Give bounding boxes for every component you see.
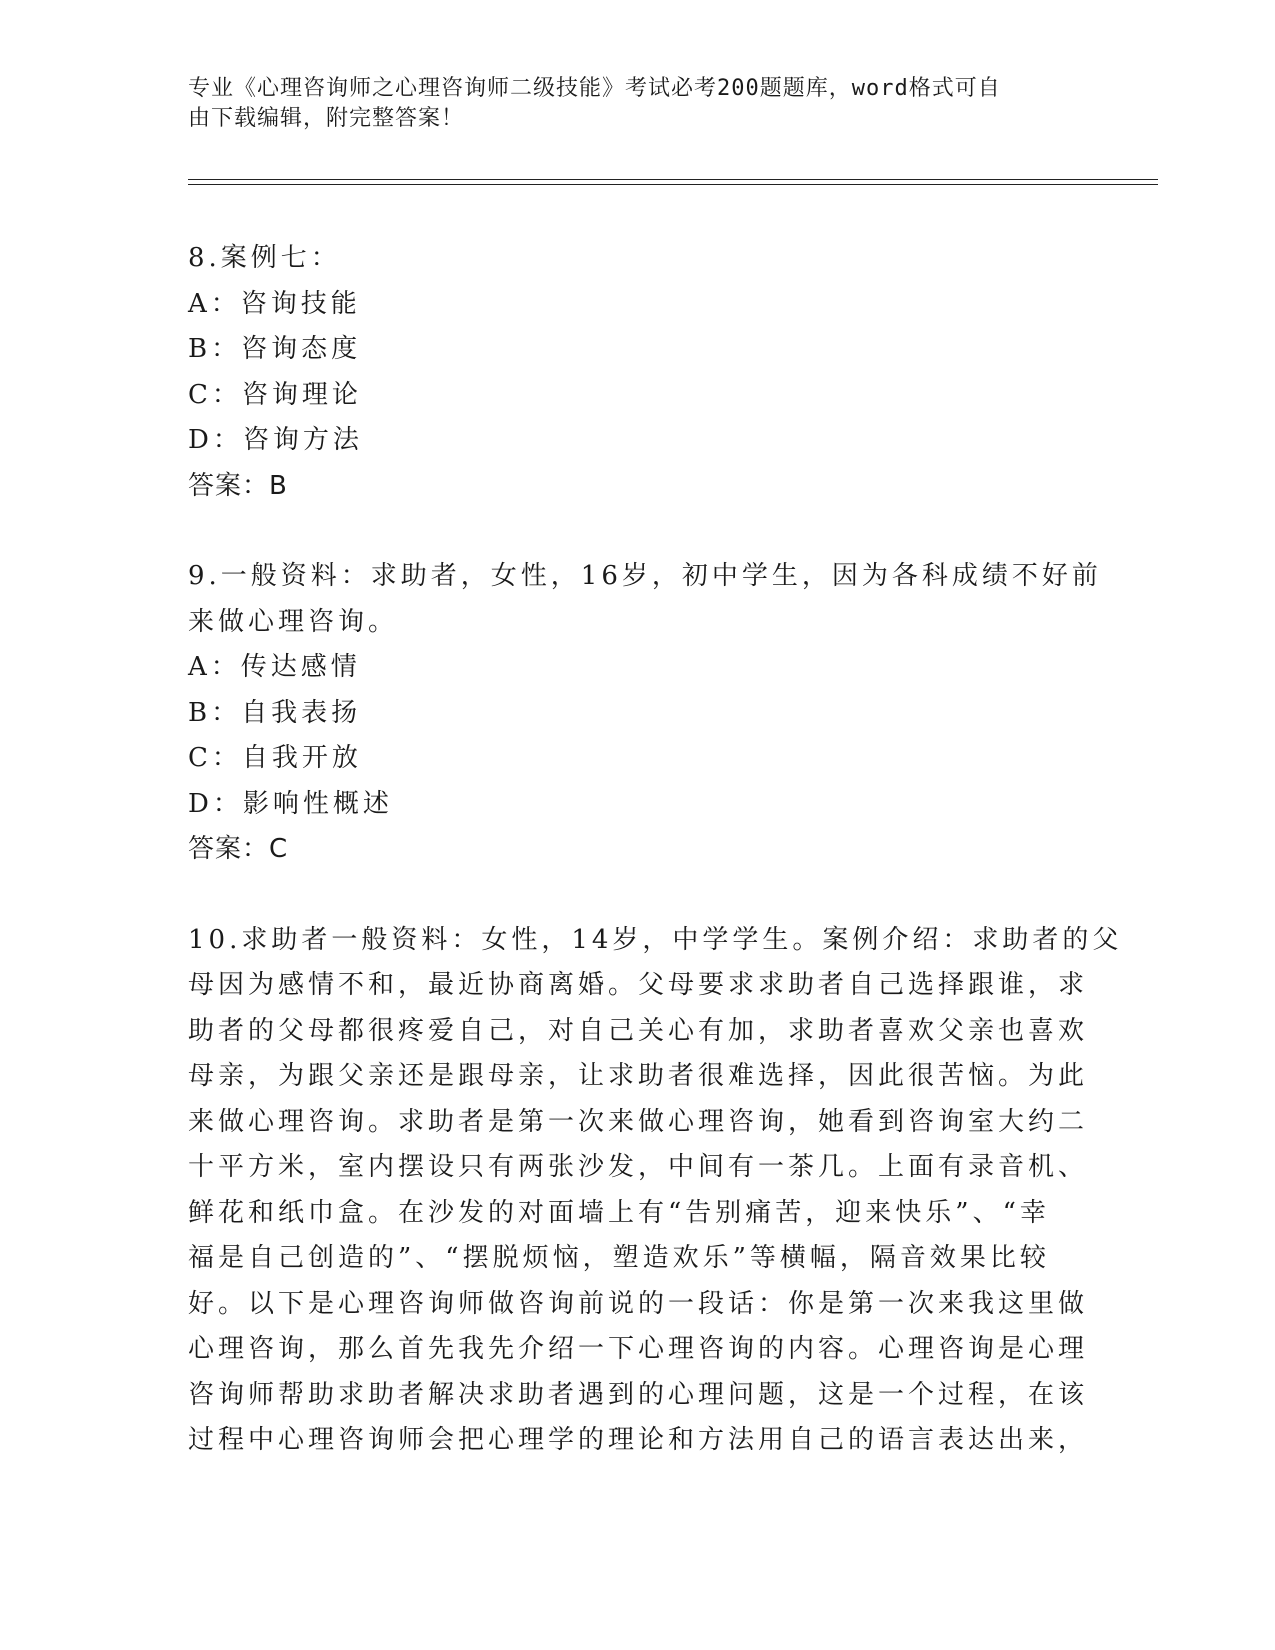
answer: 答案：C xyxy=(188,834,289,864)
question-10 xyxy=(188,918,1123,1464)
header-divider-bottom xyxy=(188,184,1158,185)
question-stem-line: 助者的父母都很疼爱自己，对自己关心有加，求助者喜欢父亲也喜欢 xyxy=(188,1015,1089,1046)
question-stem-line: 咨询师帮助求助者解决求助者遇到的心理问题，这是一个过程，在该 xyxy=(188,1379,1089,1410)
question-stem-line: 福是自己创造的”、“摆脱烦恼，塑造欢乐”等横幅，隔音效果比较 xyxy=(188,1243,1050,1273)
option-a: A：咨询技能 xyxy=(188,288,361,319)
option-b: B：咨询态度 xyxy=(188,334,362,364)
question-stem-line: 母因为感情不和，最近协商离婚。父母要求求助者自己选择跟谁，求 xyxy=(188,970,1089,1000)
header-title-line-2: 由下载编辑，附完整答案！ xyxy=(188,106,465,131)
option-c: C：自我开放 xyxy=(188,743,362,773)
header-divider-top xyxy=(188,179,1158,180)
header-title-line-1: 专业《心理咨询师之心理咨询师二级技能》考试必考200题题库，word格式可自 xyxy=(188,76,1001,101)
question-8 xyxy=(188,236,1088,509)
question-stem-line: 好。以下是心理咨询师做咨询前说的一段话：你是第一次来我这里做 xyxy=(188,1288,1089,1319)
question-stem-line: 来做心理咨询。求助者是第一次来做心理咨询，她看到咨询室大约二 xyxy=(188,1106,1089,1137)
question-stem-line: 10.求助者一般资料：女性，14岁，中学学生。案例介绍：求助者的父 xyxy=(188,924,1123,955)
question-9 xyxy=(188,554,1102,873)
document-header xyxy=(188,74,1068,134)
option-a: A：传达感情 xyxy=(188,652,361,682)
question-stem-line: 鲜花和纸巾盒。在沙发的对面墙上有“告别痛苦，迎来快乐”、“幸 xyxy=(188,1197,1050,1228)
option-d: D：影响性概述 xyxy=(188,788,393,819)
document-body xyxy=(188,236,1123,1464)
question-stem-line-2: 来做心理咨询。 xyxy=(188,606,399,637)
question-stem-line: 母亲，为跟父亲还是跟母亲，让求助者很难选择，因此很苦恼。为此 xyxy=(188,1061,1089,1091)
question-stem: 8.案例七： xyxy=(188,243,341,273)
option-c: C：咨询理论 xyxy=(188,379,362,410)
option-b: B：自我表扬 xyxy=(188,697,362,728)
question-stem-line-1: 9.一般资料：求助者，女性，16岁，初中学生，因为各科成绩不好前 xyxy=(188,561,1102,591)
question-stem-line: 过程中心理咨询师会把心理学的理论和方法用自己的语言表达出来， xyxy=(188,1425,1089,1455)
question-stem-line: 十平方米，室内摆设只有两张沙发，中间有一茶几。上面有录音机、 xyxy=(188,1152,1089,1182)
answer: 答案：B xyxy=(188,470,288,501)
question-stem-line: 心理咨询，那么首先我先介绍一下心理咨询的内容。心理咨询是心理 xyxy=(188,1334,1089,1364)
option-d: D：咨询方法 xyxy=(188,425,363,455)
